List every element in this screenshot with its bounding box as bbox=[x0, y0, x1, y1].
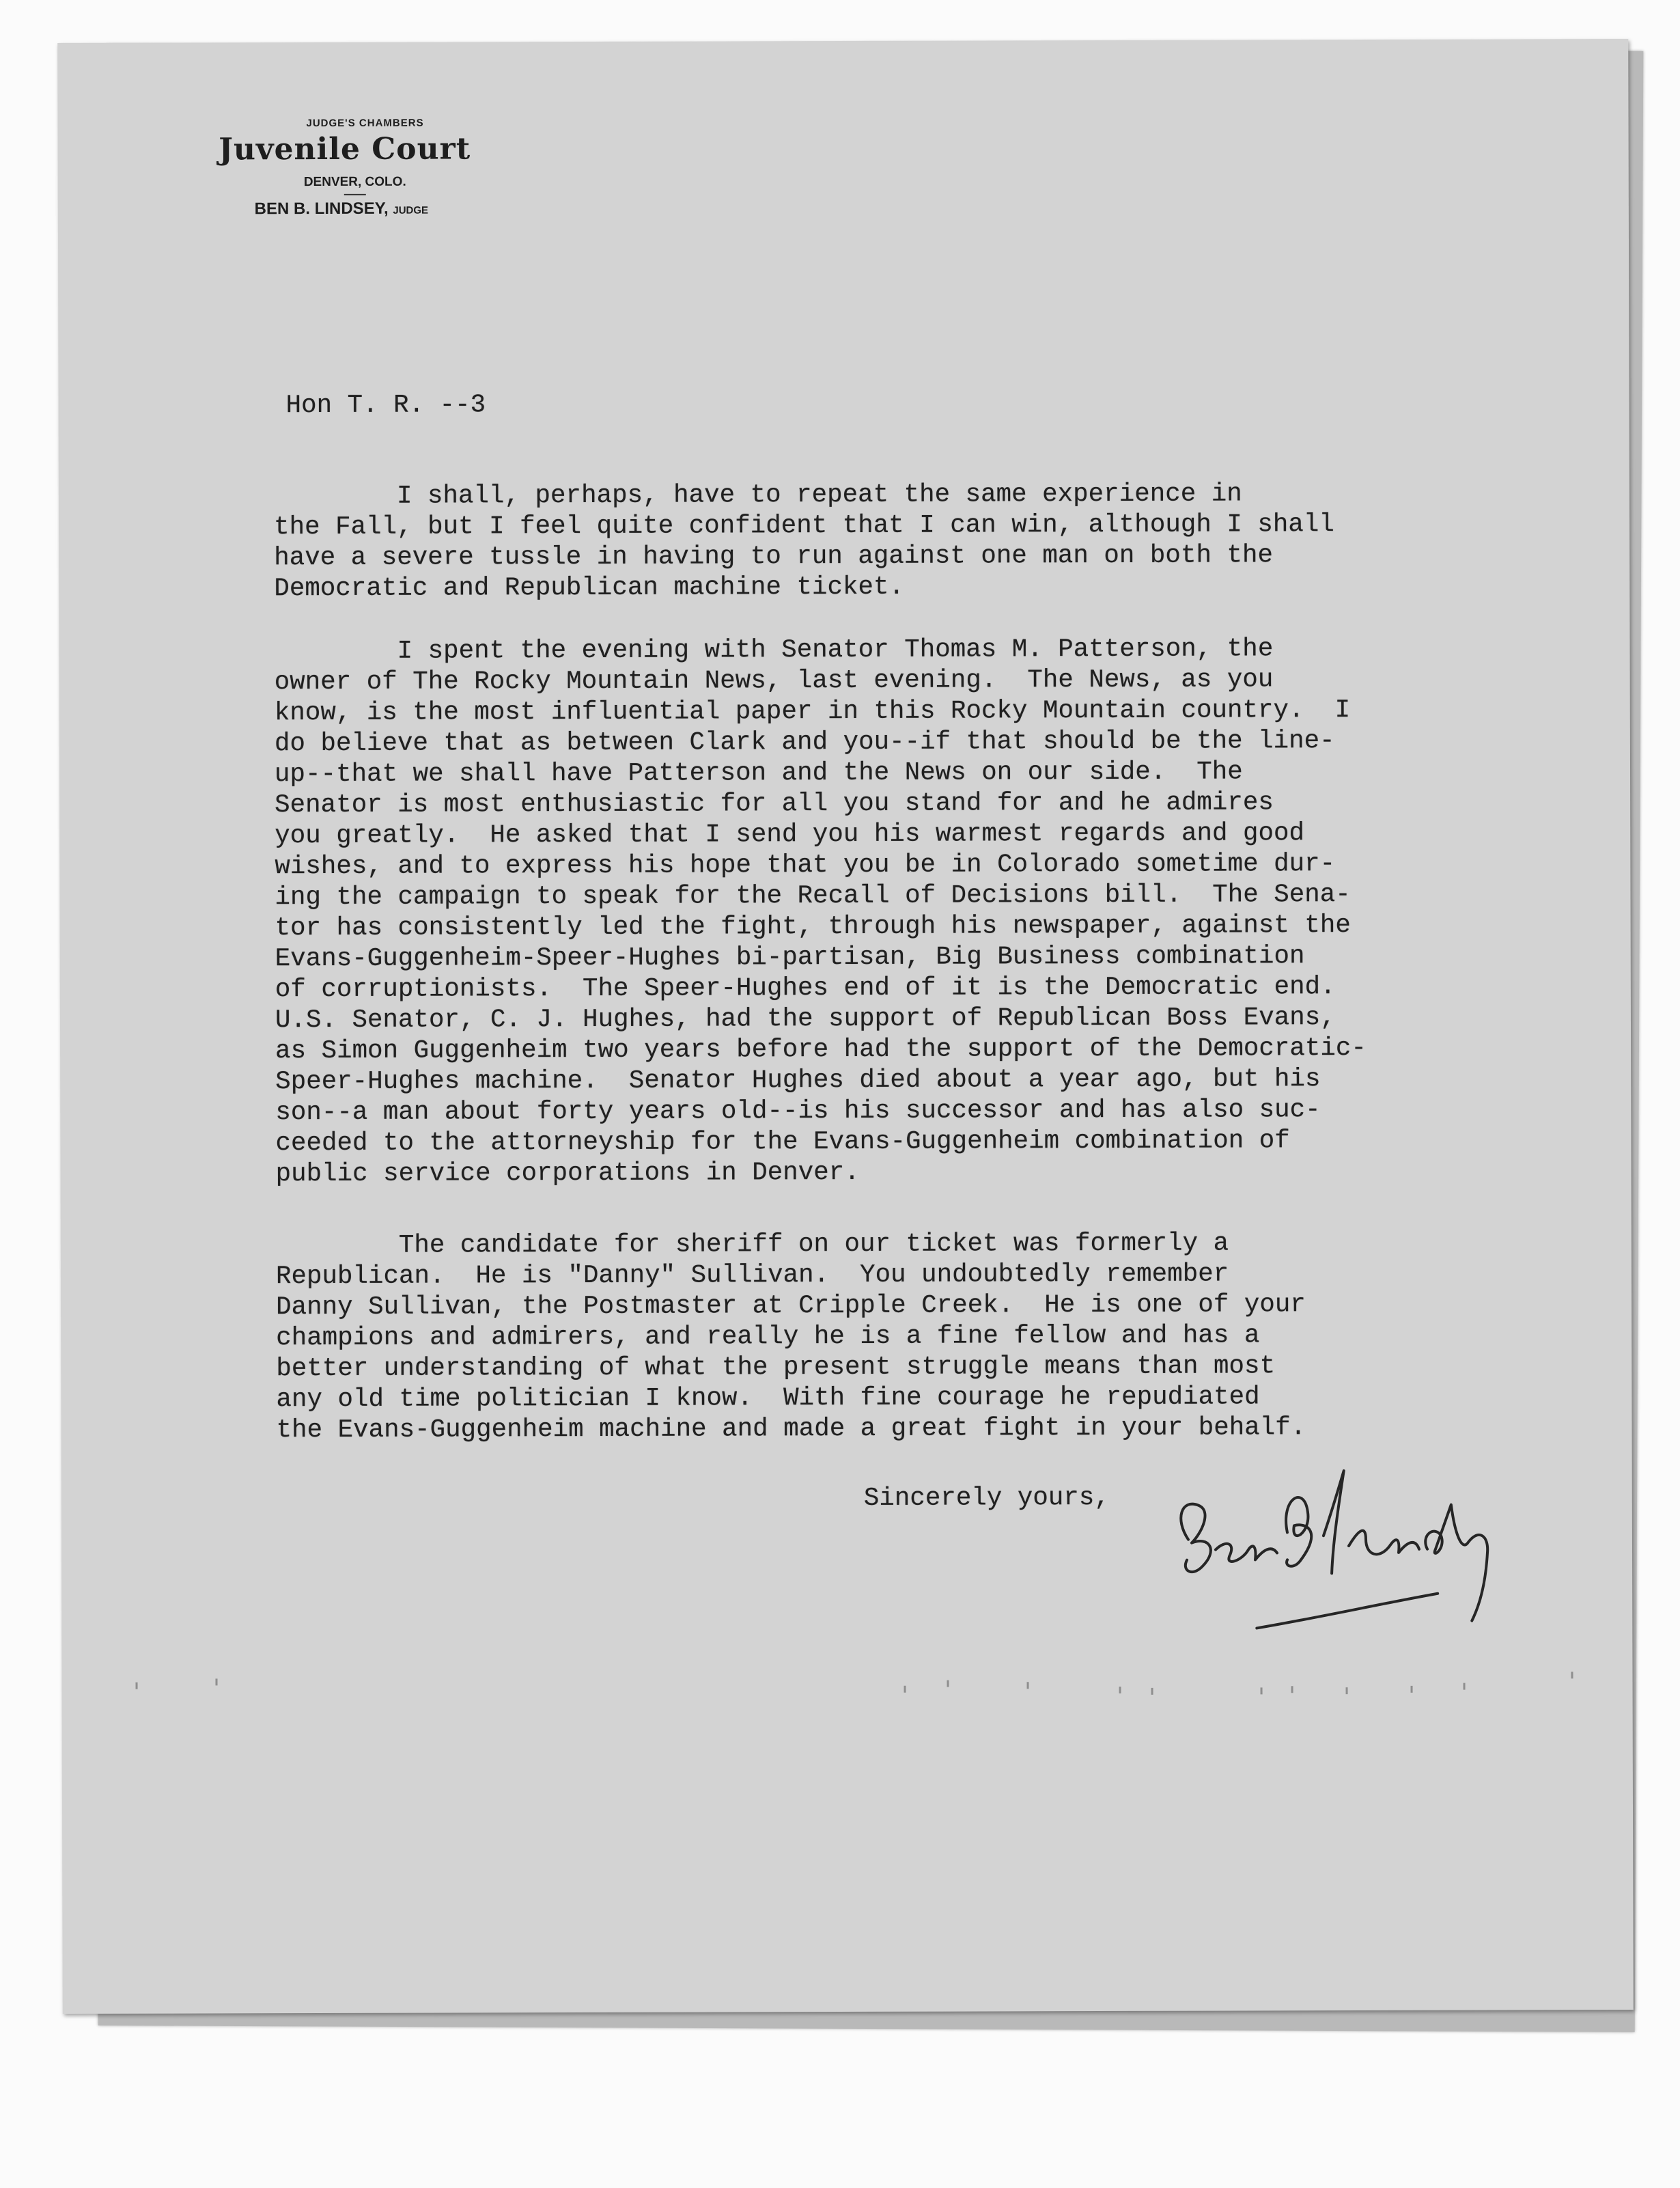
letter-page bbox=[57, 39, 1634, 2014]
letterhead-city: DENVER, COLO. bbox=[303, 174, 406, 190]
page-reference: Hon T. R. --3 bbox=[285, 391, 486, 421]
signature bbox=[1161, 1456, 1544, 1662]
letterhead-rule bbox=[344, 194, 366, 195]
closing: Sincerely yours, bbox=[863, 1483, 1110, 1513]
paragraph-3: The candidate for sheriff on our ticket was formerly a Republican. He is "Danny" Sullivan. You undoubtedly remember Danny Sullivan, the Postmaster at Cripple Creek. He is one of your champions and admirers, and really he is a fine fellow and has a better understanding of what the present struggle means than most any old time politician I know. With fine courage he repudiated the Evans-Guggenheim machine and made a great fight in your behalf. bbox=[275, 1229, 1306, 1445]
paragraph-2: I spent the evening with Senator Thomas M. Patterson, the owner of The Rocky Mountain News, last evening. The News, as you know, is the most influential paper in this Rocky Mountain country. I do believe that as between Clark and you--if that should be the line- up--that we shall have Patterson and the News on our side. The Senator is most enthusiastic for all you stand for and he admires you greatly. He asked that I send you his warmest regards and good wishes, and to express his hope that you be in Colorado sometime dur- ing the campaign to speak for the Recall of Decisions bill. The Sena- tor has consistently led the fight, through his newspaper, against the Evans-Guggenheim-Speer-Hughes bi-partisan, Big Business combination of corruptionists. The Speer-Hughes end of it is the Democratic end. U.S. Senator, C. J. Hughes, had the support of Republican Boss Evans, as Simon Guggenheim two years before had the support of the Democratic- Speer-Hughes machine. Senator Hughes died about a year ago, but his son--a man about forty years old--is his successor and has also suc- ceeded to the attorneyship for the Evans-Guggenheim combination of public service corporations in Denver. bbox=[274, 635, 1367, 1189]
letterhead-court: Juvenile Court bbox=[219, 131, 471, 167]
letterhead bbox=[160, 117, 550, 219]
letterhead-judge bbox=[133, 199, 550, 219]
letterhead-judge-title: JUDGE bbox=[393, 204, 429, 217]
paragraph-1: I shall, perhaps, have to repeat the same experience in the Fall, but I feel quite confident that I can win, although I shall have a severe tussle in having to run against one man on both the Democratic and Republican machine ticket. bbox=[273, 480, 1334, 604]
letterhead-judge-name: BEN B. LINDSEY, bbox=[254, 199, 389, 219]
letterhead-chambers: JUDGE'S CHAMBERS bbox=[306, 117, 424, 130]
scan-specks bbox=[57, 39, 1628, 43]
